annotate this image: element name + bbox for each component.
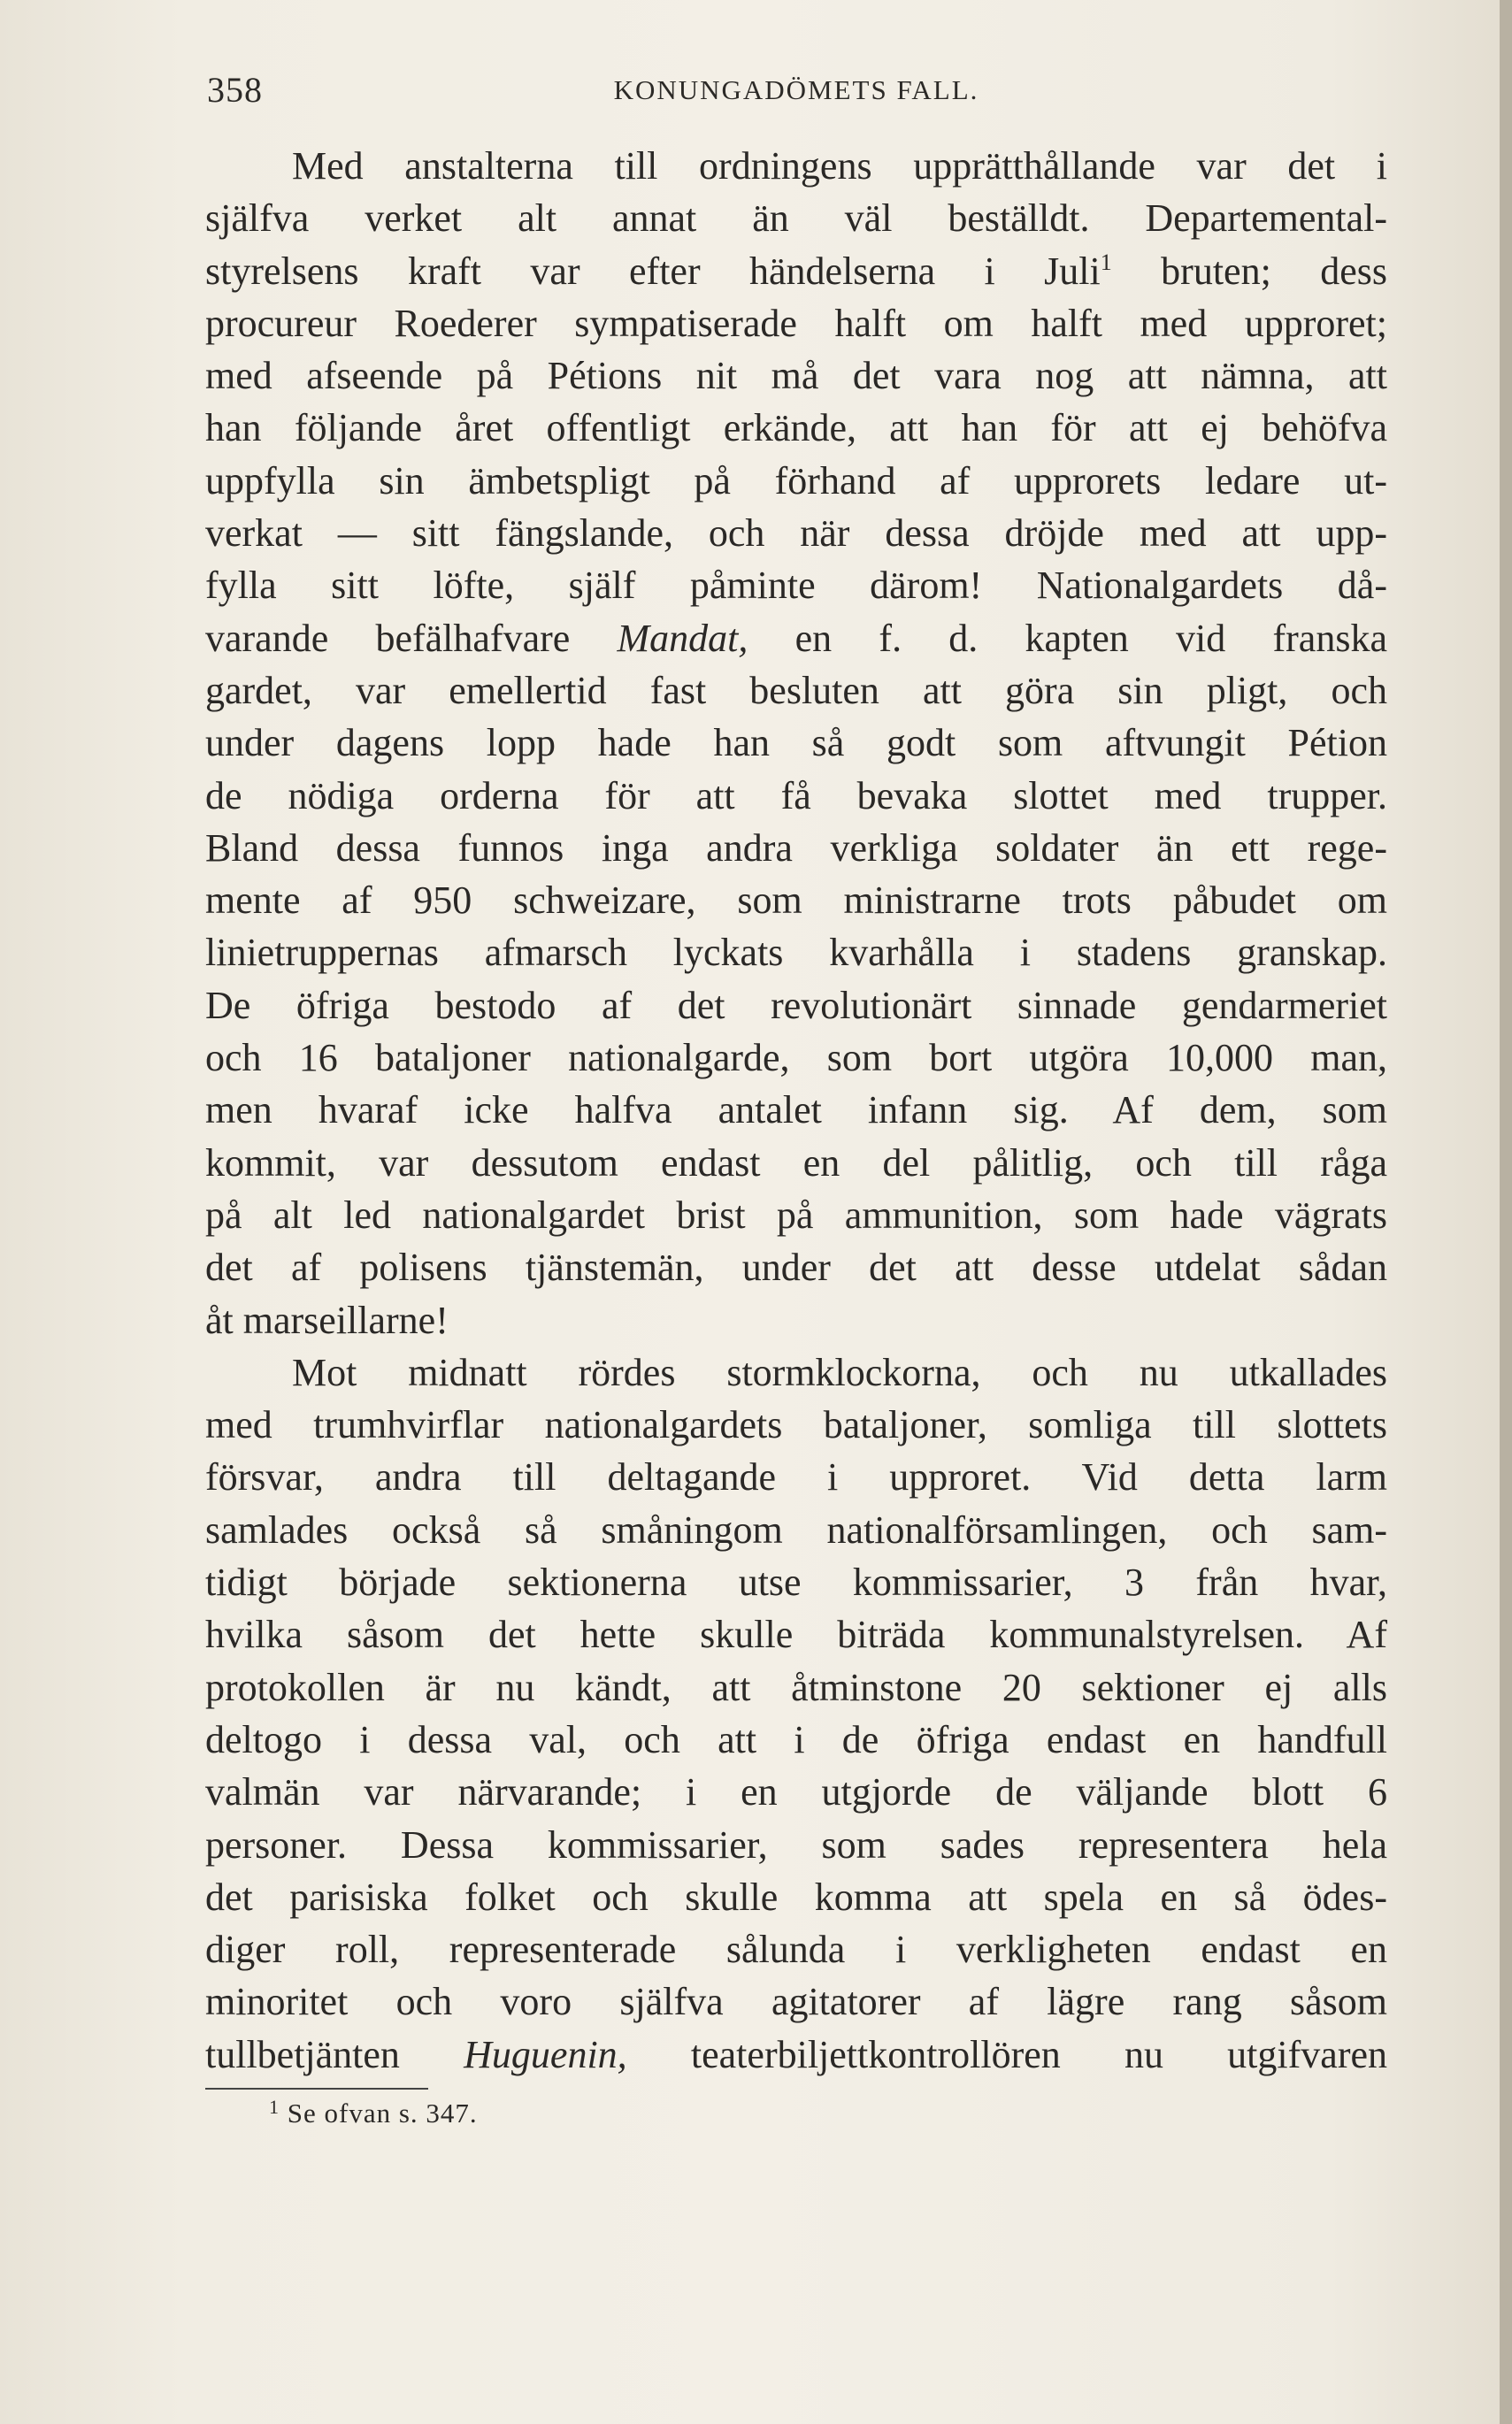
text-line: samlades också så småningom nationalförsamlingen, och sam- — [205, 1507, 1387, 1552]
italic-name: Huguenin, — [464, 2032, 627, 2076]
text-line: själfva verket alt annat än väl beställdt. Departemental- — [205, 196, 1387, 241]
footnote-rule — [205, 2088, 428, 2090]
text-line: och 16 bataljoner nationalgarde, som bort utgöra 10,000 man, — [205, 1036, 1387, 1080]
text-line: hvilka såsom det hette skulle biträda kommunalstyrelsen. Af — [205, 1613, 1387, 1657]
text-segment: bruten; dess — [1111, 249, 1387, 293]
text-line: på alt led nationalgardet brist på ammunition, som hade vägrats — [205, 1193, 1387, 1237]
text-line: De öfriga bestodo af det revolutionärt sinnade gendarmeriet — [205, 983, 1387, 1027]
text-line: åt marseillarne! — [205, 1298, 449, 1342]
text-line: Bland dessa funnos inga andra verkliga soldater än ett rege- — [205, 825, 1387, 870]
text-segment: styrelsens kraft var efter händelserna i Juli — [205, 249, 1101, 293]
text-segment: varande befälhafvare — [205, 616, 618, 660]
italic-name: Mandat, — [617, 616, 748, 660]
body-text — [205, 140, 1387, 2081]
text-line: minoritet och voro själfva agitatorer af lägre rang såsom — [205, 1980, 1387, 2024]
text-line: under dagens lopp hade han så godt som aftvungit Pétion — [205, 721, 1387, 765]
running-title: KONUNGADÖMETS FALL. — [613, 74, 979, 105]
text-line — [205, 245, 1387, 297]
text-line: linietruppernas afmarsch lyckats kvarhålla i stadens granskap. — [205, 931, 1387, 975]
text-line: deltogo i dessa val, och att i de öfriga endast en handfull — [205, 1717, 1387, 1761]
text-line: det af polisens tjänstemän, under det att desse utdelat sådan — [205, 1246, 1387, 1290]
text-line: försvar, andra till deltagande i upproret. Vid detta larm — [205, 1455, 1387, 1500]
page-number: 358 — [207, 70, 263, 110]
running-head — [207, 69, 1385, 122]
text-line: tidigt började sektionerna utse kommissarier, 3 från hvar, — [205, 1561, 1387, 1605]
text-line: protokollen är nu kändt, att åtminstone 20 sektioner ej alls — [205, 1665, 1387, 1709]
text-line — [205, 612, 1387, 664]
text-line: de nödiga orderna för att få bevaka slottet med trupper. — [205, 773, 1387, 817]
text-line: med trumhvirflar nationalgardets bataljoner, somliga till slottets — [205, 1403, 1387, 1447]
text-line: valmän var närvarande; i en utgjorde de väljande blott 6 — [205, 1770, 1387, 1814]
text-line: fylla sitt löfte, själf påminte därom! Nationalgardets då- — [205, 564, 1387, 608]
text-segment: en f. d. kapten vid franska — [748, 616, 1387, 660]
text-segment: teaterbiljettkontrollören nu utgifvaren — [626, 2032, 1387, 2076]
text-line — [205, 2029, 1387, 2081]
text-line: han följande året offentligt erkände, att han för att ej behöfva — [205, 406, 1387, 450]
text-line: Mot midnatt rördes stormklockorna, och nu utkallades — [292, 1350, 1387, 1394]
text-line: gardet, var emellertid fast besluten att göra sin pligt, och — [205, 668, 1387, 712]
text-line: det parisiska folket och skulle komma att spela en så ödes- — [205, 1875, 1387, 1919]
text-line: kommit, var dessutom endast en del pålitlig, och till råga — [205, 1140, 1387, 1185]
text-line: diger roll, representerade sålunda i verkligheten endast en — [205, 1928, 1387, 1972]
text-segment: tullbetjänten — [205, 2032, 464, 2076]
text-line: uppfylla sin ämbetspligt på förhand af upprorets ledare ut- — [205, 458, 1387, 502]
text-line: med afseende på Pétions nit må det vara nog att nämna, att — [205, 354, 1387, 398]
text-line: men hvaraf icke halfva antalet infann sig. Af dem, som — [205, 1088, 1387, 1132]
footnote-text: Se ofvan s. 347. — [287, 2098, 478, 2129]
footnote-marker: 1 — [269, 2096, 280, 2118]
text-line: personer. Dessa kommissarier, som sades representera hela — [205, 1822, 1387, 1867]
text-line: mente af 950 schweizare, som ministrarne trots påbudet om — [205, 878, 1387, 923]
text-line: verkat — sitt fängslande, och när dessa dröjde med att upp- — [205, 511, 1387, 556]
footnote — [269, 2096, 478, 2131]
footnote-reference: 1 — [1100, 249, 1112, 275]
text-line: procureur Roederer sympatiserade halft om halft med upproret; — [205, 301, 1387, 345]
text-line: Med anstalterna till ordningens upprätthållande var det i — [292, 144, 1387, 188]
